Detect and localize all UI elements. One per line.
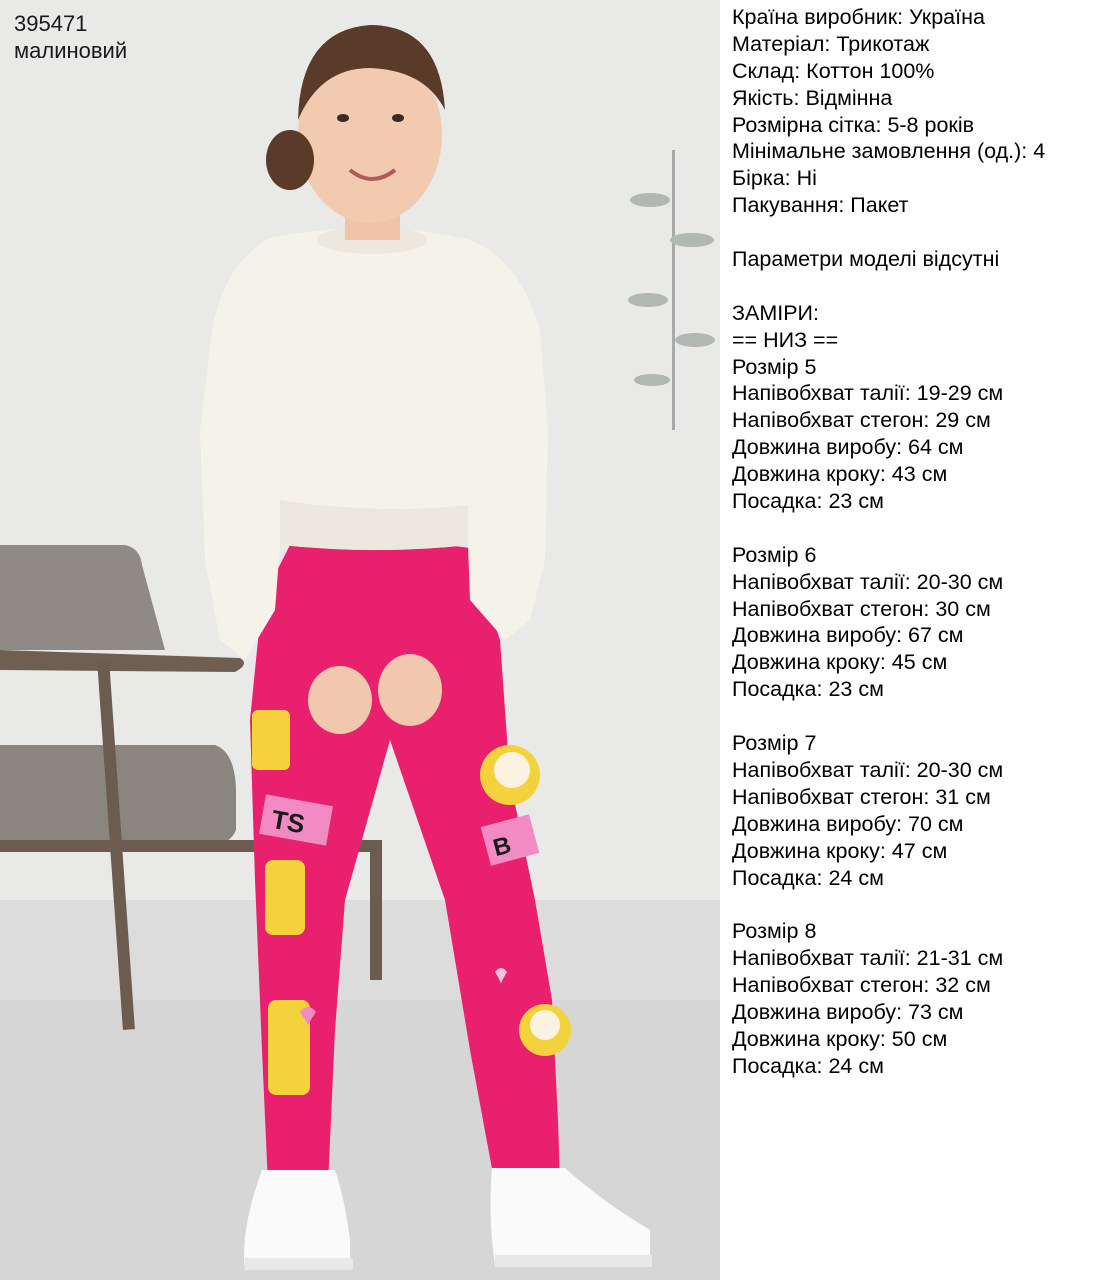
size-hips: Напівобхват стегон: 31 см (732, 784, 991, 809)
size-title: Розмір 5 (732, 354, 817, 379)
size-title: Розмір 6 (732, 542, 817, 567)
right-hand (378, 654, 442, 726)
color-name: малиновий (14, 38, 128, 63)
spec-min-order: Мінімальне замовлення (од.): 4 (732, 139, 1046, 164)
size-rise: Посадка: 23 см (732, 489, 884, 514)
left-hand (308, 666, 372, 734)
size-inseam: Довжина кроку: 43 см (732, 462, 948, 487)
size-inseam: Довжина кроку: 50 см (732, 1026, 948, 1051)
measurements-title: ЗАМІРИ: (732, 300, 819, 325)
size-title: Розмір 8 (732, 919, 817, 944)
size-title: Розмір 7 (732, 731, 817, 756)
hair-bun (266, 130, 314, 190)
size-length: Довжина виробу: 73 см (732, 999, 964, 1024)
size-hips: Напівобхват стегон: 30 см (732, 596, 991, 621)
spec-packaging: Пакування: Пакет (732, 193, 909, 218)
print-text-right: B (490, 831, 515, 863)
size-waist: Напівобхват талії: 19-29 см (732, 381, 1004, 406)
size-length: Довжина виробу: 70 см (732, 811, 964, 836)
size-hips: Напівобхват стегон: 29 см (732, 408, 991, 433)
size-waist: Напівобхват талії: 20-30 см (732, 569, 1004, 594)
size-block-6 (732, 542, 1112, 703)
size-rise: Посадка: 24 см (732, 1053, 884, 1078)
spec-quality: Якість: Відмінна (732, 85, 893, 110)
spec-material: Матеріал: Трикотаж (732, 31, 930, 56)
product-specifications (732, 4, 1112, 1080)
size-length: Довжина виробу: 67 см (732, 623, 964, 648)
size-block-5 (732, 354, 1112, 515)
spec-tag: Бірка: Ні (732, 166, 817, 191)
size-hips: Напівобхват стегон: 32 см (732, 973, 991, 998)
size-waist: Напівобхват талії: 21-31 см (732, 946, 1004, 971)
size-inseam: Довжина кроку: 47 см (732, 838, 948, 863)
article-number: 395471 (14, 11, 88, 36)
spec-model-params: Параметри моделі відсутні (732, 247, 1000, 272)
size-block-7 (732, 730, 1112, 891)
size-rise: Посадка: 23 см (732, 677, 884, 702)
product-label (14, 10, 127, 64)
size-rise: Посадка: 24 см (732, 865, 884, 890)
size-waist: Напівобхват талії: 20-30 см (732, 757, 1004, 782)
spec-size-range: Розмірна сітка: 5-8 років (732, 112, 975, 137)
spec-country: Країна виробник: Україна (732, 5, 985, 29)
size-length: Довжина виробу: 64 см (732, 435, 964, 460)
measurements-section: == НИЗ == (732, 327, 839, 352)
size-block-8 (732, 918, 1112, 1079)
size-inseam: Довжина кроку: 45 см (732, 650, 948, 675)
spec-composition: Склад: Коттон 100% (732, 58, 935, 83)
print-text-left: TS (269, 804, 308, 840)
